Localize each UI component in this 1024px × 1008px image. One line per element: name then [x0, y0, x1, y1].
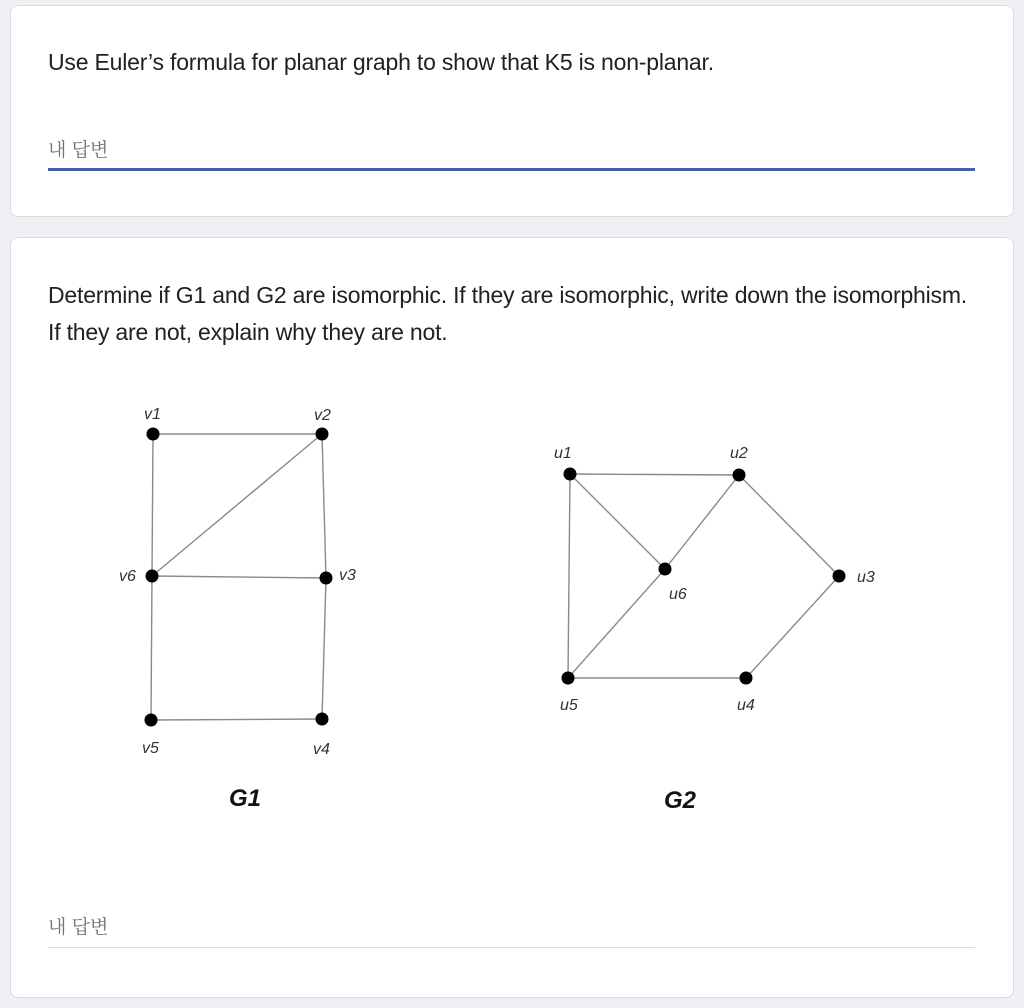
vertex-u3: [833, 570, 846, 583]
vertex-u5: [562, 672, 575, 685]
label-v6: v6: [119, 568, 136, 585]
answer-placeholder: 내 답변: [48, 140, 109, 161]
question-card-1: [10, 5, 1014, 217]
edge-u2-u6: [665, 475, 739, 569]
graph-label-g1: G1: [229, 785, 262, 812]
g2-edges: [568, 474, 839, 678]
graph-figure: [11, 238, 1015, 878]
vertex-u4: [740, 672, 753, 685]
question-title: Use Euler’s formula for planar graph to show that K5 is non-planar.: [48, 49, 714, 75]
label-u1: u1: [554, 445, 572, 462]
vertex-u1: [564, 468, 577, 481]
edge-v2-v3: [322, 434, 326, 578]
question-card-2: [10, 237, 1014, 998]
vertex-v4: [316, 713, 329, 726]
question-title: Determine if G1 and G2 are isomorphic. If they are isomorphic, write down the isomorphism. If they are not, explain why they are not.: [48, 282, 967, 345]
vertex-u6: [659, 563, 672, 576]
vertex-v5: [145, 714, 158, 727]
label-u6: u6: [669, 586, 687, 603]
edge-v6-v5: [151, 576, 152, 720]
edge-v3-v4: [322, 578, 326, 719]
vertex-v2: [316, 428, 329, 441]
g1-edges: [151, 434, 326, 720]
vertex-v1: [147, 428, 160, 441]
edge-u1-u2: [570, 474, 739, 475]
edge-u3-u4: [746, 576, 839, 678]
label-v3: v3: [339, 567, 356, 584]
label-u5: u5: [560, 697, 578, 714]
edge-u6-u5: [568, 569, 665, 678]
label-v1: v1: [144, 406, 161, 423]
edge-v5-v4: [151, 719, 322, 720]
label-v5: v5: [142, 740, 159, 757]
edge-v1-v6: [152, 434, 153, 576]
edge-u1-u6: [570, 474, 665, 569]
label-v4: v4: [313, 741, 330, 758]
g2-vertices: [562, 468, 846, 685]
vertex-u2: [733, 469, 746, 482]
label-u4: u4: [737, 697, 755, 714]
answer-input[interactable]: [48, 910, 975, 948]
edge-u1-u5: [568, 474, 570, 678]
vertex-v3: [320, 572, 333, 585]
edge-v2-v6: [152, 434, 322, 576]
label-u2: u2: [730, 445, 748, 462]
vertex-v6: [146, 570, 159, 583]
answer-placeholder: 내 답변: [48, 917, 109, 938]
label-v2: v2: [314, 407, 331, 424]
answer-input[interactable]: [48, 133, 975, 171]
edge-v6-v3: [152, 576, 326, 578]
graph-label-g2: G2: [664, 787, 697, 814]
label-u3: u3: [857, 569, 875, 586]
edge-u2-u3: [739, 475, 839, 576]
